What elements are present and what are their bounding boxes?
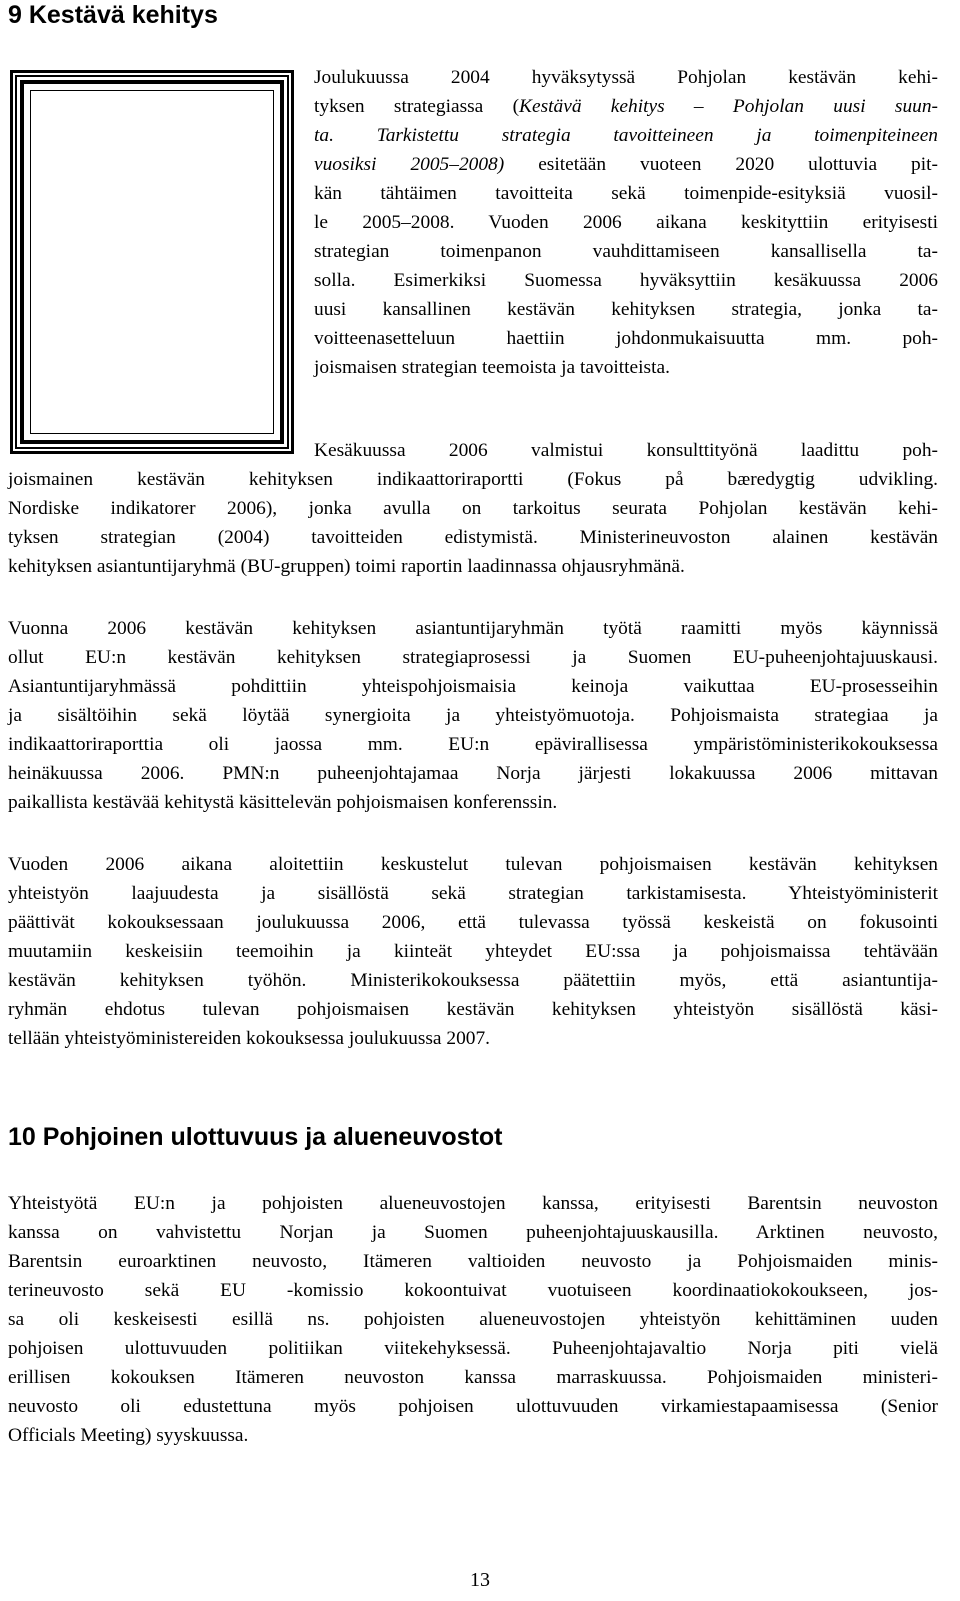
text-line: kanssa on vahvistettu Norjan ja Suomen puheenjohtajuuskausilla. Arktinen neuvosto, <box>8 1222 938 1243</box>
text-line: Yhteistyötä EU:n ja pohjoisten alueneuvostojen kanssa, erityisesti Barentsin neuvoston <box>8 1193 938 1214</box>
text-line: ta. Tarkistettu strategia tavoitteineen ja toimenpiteineen <box>314 125 938 146</box>
text-line: Nordiske indikatorer 2006), jonka avulla on tarkoitus seurata Pohjolan kestävän kehi- <box>8 498 938 519</box>
text-line: joismainen kestävän kehityksen indikaattoriraportti (Fokus på bæredygtig udvikling. <box>8 469 938 490</box>
text-line: neuvosto oli edustettuna myös pohjoisen ulottuvuuden virkamiestapaamisessa (Senior <box>8 1396 938 1417</box>
text-line: Barentsin euroarktinen neuvosto, Itämeren valtioiden neuvosto ja Pohjoismaiden minis- <box>8 1251 938 1272</box>
text-line: tellään yhteistyöministereiden kokouksessa joulukuussa 2007. <box>8 1028 491 1049</box>
italic-title: Kestävä kehitys – Pohjolan uusi suun- <box>519 96 938 117</box>
text-line: terineuvosto sekä EU -komissio kokoontuivat vuotuiseen koordinaatiokokoukseen, jos- <box>8 1280 938 1301</box>
text-line: Asiantuntijaryhmässä pohdittiin yhteispohjoismaisia keinoja vaikuttaa EU-prosesseihin <box>8 676 938 697</box>
section-9-heading: 9 Kestävä kehitys <box>8 1 218 29</box>
text-line: joismaisen strategian teemoista ja tavoitteista. <box>314 357 670 378</box>
text-line: Vuonna 2006 kestävän kehityksen asiantuntijaryhmän työtä raamitti myös käynnissä <box>8 618 938 639</box>
text-line: päättivät kokouksessaan joulukuussa 2006, että tulevassa työssä keskeistä on fokusointi <box>8 912 938 933</box>
text-line: uusi kansallinen kestävän kehityksen strategia, jonka ta- <box>314 299 938 320</box>
text-line: muutamiin keskeisiin teemoihin ja kiinteät yhteydet EU:ssa ja pohjoismaissa tehtävään <box>8 941 938 962</box>
text-line: indikaattoriraporttia oli jaossa mm. EU:n epävirallisessa ympäristöministerikokouksessa <box>8 734 938 755</box>
text-line: yhteistyön laajuudesta ja sisällöstä sekä strategian tarkistamisesta. Yhteistyöministerit <box>8 883 938 904</box>
text-line: le 2005–2008. Vuoden 2006 aikana keskityttiin erityisesti <box>314 212 938 233</box>
text-line: kestävän kehityksen työhön. Ministerikokouksessa päätettiin myös, että asiantuntija- <box>8 970 938 991</box>
text-line: pohjoisen ulottuvuuden politiikan viitekehyksessä. Puheenjohtajavaltio Norja piti vielä <box>8 1338 938 1359</box>
text-line: Kesäkuussa 2006 valmistui konsulttityönä laadittu poh- <box>314 440 938 461</box>
image-frame-placeholder <box>20 80 284 444</box>
text-line: kehityksen asiantuntijaryhmä (BU-gruppen) toimi raportin laadinnassa ohjausryhmänä. <box>8 556 685 577</box>
text-line: voitteenasetteluun haettiin johdonmukaisuutta mm. poh- <box>314 328 938 349</box>
text-line: tyksen strategiassa (Kestävä kehitys – Pohjolan uusi suun- <box>314 96 938 117</box>
text-line: Vuoden 2006 aikana aloitettiin keskustelut tulevan pohjoismaisen kestävän kehityksen <box>8 854 938 875</box>
text-line: strategian toimenpanon vauhdittamiseen kansallisella ta- <box>314 241 938 262</box>
text-line: erillisen kokouksen Itämeren neuvoston kanssa marraskuussa. Pohjoismaiden ministeri- <box>8 1367 938 1388</box>
text-line: paikallista kestävää kehitystä käsittelevän pohjoismaisen konferenssin. <box>8 792 558 813</box>
text-line: Officials Meeting) syyskuussa. <box>8 1425 249 1446</box>
text-line: kän tähtäimen tavoitteita sekä toimenpide-esityksiä vuosil- <box>314 183 938 204</box>
text-line: tyksen strategian (2004) tavoitteiden edistymistä. Ministerineuvoston alainen kestävän <box>8 527 938 548</box>
text-line: Joulukuussa 2004 hyväksytyssä Pohjolan kestävän kehi- <box>314 67 938 88</box>
section-10-heading: 10 Pohjoinen ulottuvuus ja alueneuvostot <box>8 1123 503 1151</box>
text-line: solla. Esimerkiksi Suomessa hyväksyttiin kesäkuussa 2006 <box>314 270 938 291</box>
text-line: ryhmän ehdotus tulevan pohjoismaisen kestävän kehityksen yhteistyön sisällöstä käsi- <box>8 999 938 1020</box>
text-line: ja sisältöihin sekä löytää synergioita ja yhteistyömuotoja. Pohjoismaista strategiaa ja <box>8 705 938 726</box>
text-line: heinäkuussa 2006. PMN:n puheenjohtajamaa Norja järjesti lokakuussa 2006 mittavan <box>8 763 938 784</box>
text-line: sa oli keskeisesti esillä ns. pohjoisten alueneuvostojen yhteistyön kehittäminen uuden <box>8 1309 938 1330</box>
text-line: vuosiksi 2005–2008) esitetään vuoteen 2020 ulottuvia pit- <box>314 154 938 175</box>
text-line: ollut EU:n kestävän kehityksen strategiaprosessi ja Suomen EU-puheenjohtajuuskausi. <box>8 647 938 668</box>
page-number: 13 <box>470 1569 490 1591</box>
